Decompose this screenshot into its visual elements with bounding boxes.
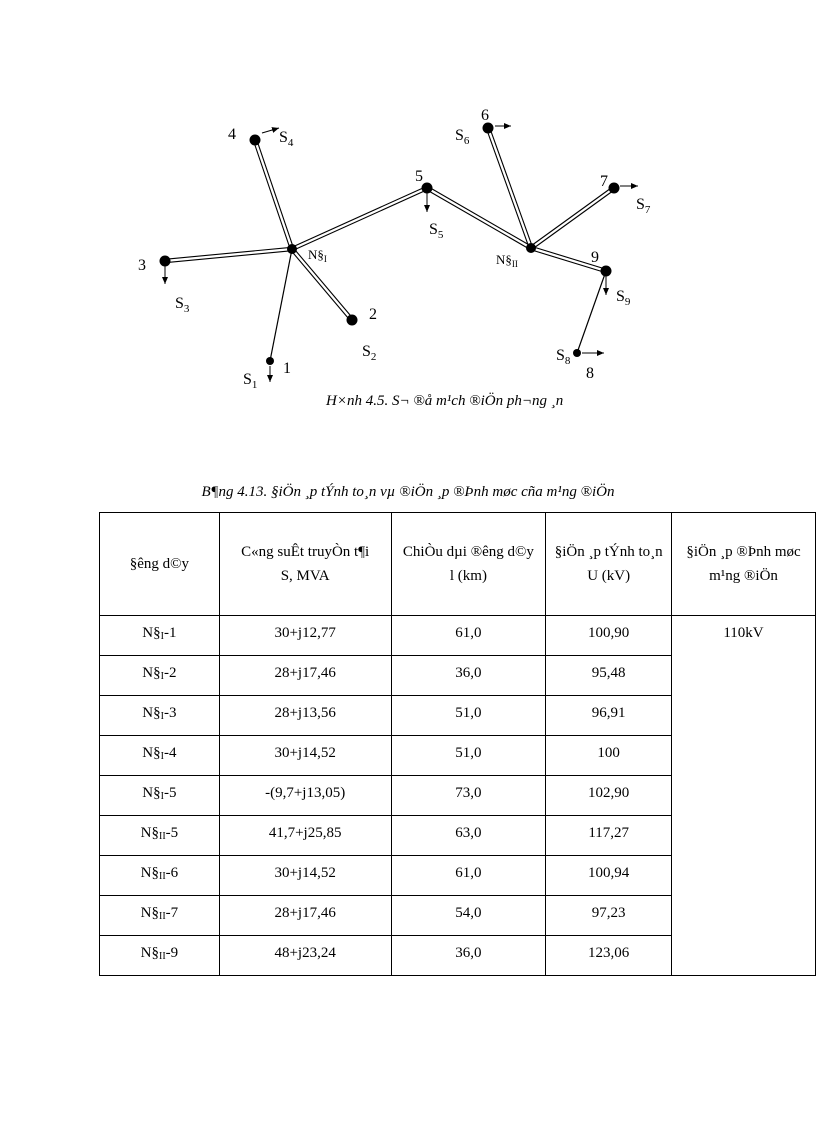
cell-line [100, 816, 220, 856]
load-arrow [262, 128, 279, 133]
cell-power: 30+j14,52 [219, 856, 391, 896]
cell-power: 48+j23,24 [219, 936, 391, 976]
table-header-row [100, 513, 816, 616]
header-calc-voltage: §iÖn ¸p tÝnh to¸n U (kV) [546, 513, 672, 616]
line-prefix: N§ [142, 785, 161, 801]
cell-line [100, 936, 220, 976]
line-end: -7 [165, 905, 179, 921]
node-number: 7 [600, 173, 608, 190]
cell-voltage: 97,23 [546, 896, 672, 936]
line-prefix: N§ [142, 745, 161, 761]
plant-node-ndii [526, 243, 536, 253]
line-ndi-5 [291, 186, 427, 250]
node-number: 9 [591, 249, 599, 266]
line-end: -2 [163, 665, 177, 681]
line-prefix: N§ [142, 665, 161, 681]
line-plant-sub: II [158, 831, 166, 842]
line-end: -3 [163, 705, 177, 721]
cell-voltage: 100,94 [546, 856, 672, 896]
load-label: $S_3$ [175, 295, 190, 315]
line-plant-sub: II [158, 951, 166, 962]
node-number: 1 [283, 360, 291, 377]
cell-length: 73,0 [391, 776, 546, 816]
cell-line [100, 616, 220, 656]
load-node-6 [483, 123, 494, 134]
cell-voltage: 117,27 [546, 816, 672, 856]
line-end: -5 [165, 825, 179, 841]
line-end: -4 [163, 745, 177, 761]
cell-line [100, 656, 220, 696]
cell-length: 54,0 [391, 896, 546, 936]
cell-power: 30+j12,77 [219, 616, 391, 656]
line-end: -5 [163, 785, 177, 801]
cell-voltage: 100,90 [546, 616, 672, 656]
transmission-lines [165, 127, 615, 361]
cell-voltage: 102,90 [546, 776, 672, 816]
cell-line [100, 896, 220, 936]
node-number: 3 [138, 257, 146, 274]
line-ndi-1 [270, 249, 292, 361]
cell-power: 28+j17,46 [219, 656, 391, 696]
header-length: ChiÒu dµi ®êng d©y l (km) [391, 513, 546, 616]
load-node-3 [160, 256, 171, 267]
cell-rated-voltage: 110kV [672, 616, 816, 976]
load-node-8 [573, 349, 581, 357]
line-plant-sub: I [160, 711, 164, 722]
load-node-7 [609, 183, 620, 194]
cell-line [100, 776, 220, 816]
load-node-9 [601, 266, 612, 277]
load-label: $S_6$ [455, 127, 470, 147]
line-prefix: N§ [140, 945, 159, 961]
line-ndi-4 [253, 139, 293, 249]
cell-length: 51,0 [391, 696, 546, 736]
line-prefix: N§ [140, 865, 159, 881]
line-prefix: N§ [142, 705, 161, 721]
cell-length: 36,0 [391, 656, 546, 696]
line-end: -1 [163, 625, 177, 641]
cell-power: 28+j17,46 [219, 896, 391, 936]
node-number: 8 [586, 365, 594, 382]
line-end: -6 [165, 865, 179, 881]
line-ndii-7 [530, 187, 615, 250]
load-label: $S_9$ [616, 288, 631, 308]
load-node-1 [266, 357, 274, 365]
plant-node-ndi [287, 244, 297, 254]
load-label: $S_7$ [636, 196, 651, 216]
cell-power: -(9,7+j13,05) [219, 776, 391, 816]
line-prefix: N§ [142, 625, 161, 641]
cell-power: 41,7+j25,85 [219, 816, 391, 856]
node-labels [138, 107, 651, 391]
line-plant-sub: I [160, 671, 164, 682]
line-plant-sub: I [160, 631, 164, 642]
cell-power: 30+j14,52 [219, 736, 391, 776]
cell-length: 61,0 [391, 856, 546, 896]
load-label: $S_2$ [362, 343, 377, 363]
cell-voltage: 123,06 [546, 936, 672, 976]
node-number: 4 [228, 126, 236, 143]
cell-line [100, 856, 220, 896]
cell-power: 28+j13,56 [219, 696, 391, 736]
line-prefix: N§ [140, 905, 159, 921]
plant-label: $N\S_I$ [308, 247, 327, 264]
load-label: $S_1$ [243, 371, 258, 391]
line-ndii-6 [486, 127, 532, 248]
node-number: 2 [369, 306, 377, 323]
substation-nodes [160, 123, 620, 366]
line-plant-sub: I [160, 751, 164, 762]
line-prefix: N§ [140, 825, 159, 841]
cell-length: 63,0 [391, 816, 546, 856]
header-line: §êng d©y [100, 513, 220, 616]
cell-line [100, 736, 220, 776]
cell-line [100, 696, 220, 736]
load-label: $S_5$ [429, 221, 444, 241]
voltage-table [99, 512, 816, 976]
line-ndi-3 [165, 247, 292, 262]
load-node-2 [347, 315, 358, 326]
line-end: -9 [165, 945, 179, 961]
line-plant-sub: II [158, 911, 166, 922]
header-rated-voltage: §iÖn ¸p ®Þnh møc m¹ng ®iÖn [672, 513, 816, 616]
cell-voltage: 100 [546, 736, 672, 776]
cell-voltage: 96,91 [546, 696, 672, 736]
line-plant-sub: I [160, 791, 164, 802]
load-node-5 [422, 183, 433, 194]
node-number: 5 [415, 168, 423, 185]
cell-length: 61,0 [391, 616, 546, 656]
table-caption: B¶ng 4.13. §iÖn ¸p tÝnh to¸n vµ ®iÖn ¸p ®Þnh møc cña m¹ng ®iÖn [201, 484, 615, 500]
cell-length: 51,0 [391, 736, 546, 776]
load-arrows [165, 126, 638, 382]
network-diagram [0, 95, 816, 425]
node-number: 6 [481, 107, 489, 124]
table-row [100, 616, 816, 656]
load-label: $S_4$ [279, 129, 294, 149]
cell-length: 36,0 [391, 936, 546, 976]
header-power: C«ng suÊt truyÒn t¶i S, MVA [219, 513, 391, 616]
plant-label: $N\S_{II}$ [496, 252, 518, 269]
load-node-4 [250, 135, 261, 146]
cell-voltage: 95,48 [546, 656, 672, 696]
line-plant-sub: II [158, 871, 166, 882]
load-label: $S_8$ [556, 347, 571, 367]
figure-caption: H×nh 4.5. S¬ ®å m¹ch ®iÖn ph¬ng ¸n [326, 393, 564, 409]
line-9-8 [577, 271, 606, 353]
